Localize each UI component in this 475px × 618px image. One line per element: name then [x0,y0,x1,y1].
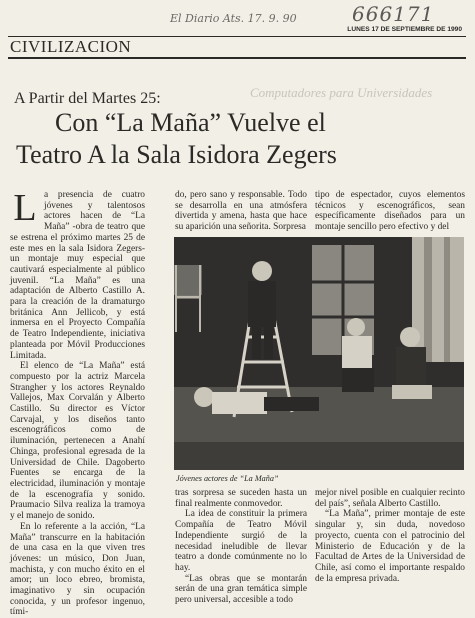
headline-line-1: Con “La Maña” Vuelve el [55,108,326,137]
column-1-paragraph-2: El elenco de “La Maña” está compuesto por la actriz Marcela Strangher y los actores Reynaldo Vallejos, Max Corvalán y Alberto Castillo. Su director es Víctor Carvajal, y los diseños tanto escenográficos como de iluminación, pertenecen a Anahí Chinga, profesional egresada de la Universidad de Chile. Dagoberto Fuentes se encarga de la electricidad, iluminación y montaje de la escenografía y sonido. Praumacio Silva realiza la tramoya y el manejo de sonido. [10,361,145,522]
header-bottom-rule [8,57,466,59]
headline-line-2: Teatro A la Sala Isidora Zegers [16,140,337,169]
article-kicker: A Partir del Martes 25: [14,90,161,107]
column-1-intro: a presencia de cuatro jóvenes y talentosos actores hacen de “La Maña” -obra de teatro que se estrena el próximo martes 25 de este mes en la sala Isidora Zegers-un montaje muy especial que cautivará especialmente al público juvenil. “La Maña” es una adaptación de Alberto Castillo A. para la creación de la dramaturgo británica Ann Jellicob, y está inmersa en el Proyecto Compañía de Teatro Independiente, iniciativa planteada por Móvil Producciones Limitada. [10,190,145,361]
article-column-2-bottom [175,488,307,606]
column-1-paragraph-3: En lo referente a la acción, “La Maña” transcurre en la habitación de una casa en la que viven tres jóvenes: un músico, Don Juan, machista, y con mucho éxito en el amor; un loco ebreo, bromista, imaginativo y sin ocupación conocida, y un profesor ingenuo, tími- [10,521,145,618]
column-2-bottom-paragraph-2: La idea de constituir la primera Compañía de Teatro Móvil Independiente surgió de la necesidad ineludible de llevar teatro a donde comúnmente no lo hay. [175,509,307,573]
show-through-text: Computadores para Universidades [250,85,433,100]
article-column-1 [10,187,145,618]
handwritten-note: El Diario Ats. 17. 9. 90 [170,12,297,25]
column-2-bottom-paragraph-1: tras sorpresa se suceden hasta un final realmente conmovedor. [175,488,307,509]
article-column-3-top: tipo de espectador, cuyos elementos técnicos y escenográficos, sean específicamente diseñados para un montaje sencillo pero efectivo y del [315,190,465,233]
column-3-bottom-paragraph-1: mejor nivel posible en cualquier recinto del país”, señala Alberto Castillo. [315,488,465,509]
cast-photo-image [174,237,464,470]
cast-photo [174,237,464,470]
photo-caption: Jóvenes actores de “La Maña” [176,474,279,483]
section-title: CIVILIZACION [10,37,132,56]
article-column-3-bottom [315,488,465,598]
column-2-bottom-paragraph-3: “Las obras que se montarán serán de una gran temática simple pero universal, accesible a todo [175,573,307,606]
dateline: LUNES 17 DE SEPTIEMBRE DE 1990 [347,26,462,33]
drop-cap: L [13,187,37,229]
column-3-bottom-paragraph-2: “La Maña”, primer montaje de este singular y, sin duda, novedoso proyecto, cuenta con el patrocinio del Ministerio de Educación y de la Facultad de Artes de la Universidad de Chile, así como el importante respaldo de la empresa privada. [315,509,465,584]
article-column-2-top: do, pero sano y responsable. Todo se desarrolla en una atmósfera divertida y amena, hasta que hace su aparición una señorita. Sorpresa [175,190,307,233]
handwritten-archive-number: 666171 [352,2,435,26]
